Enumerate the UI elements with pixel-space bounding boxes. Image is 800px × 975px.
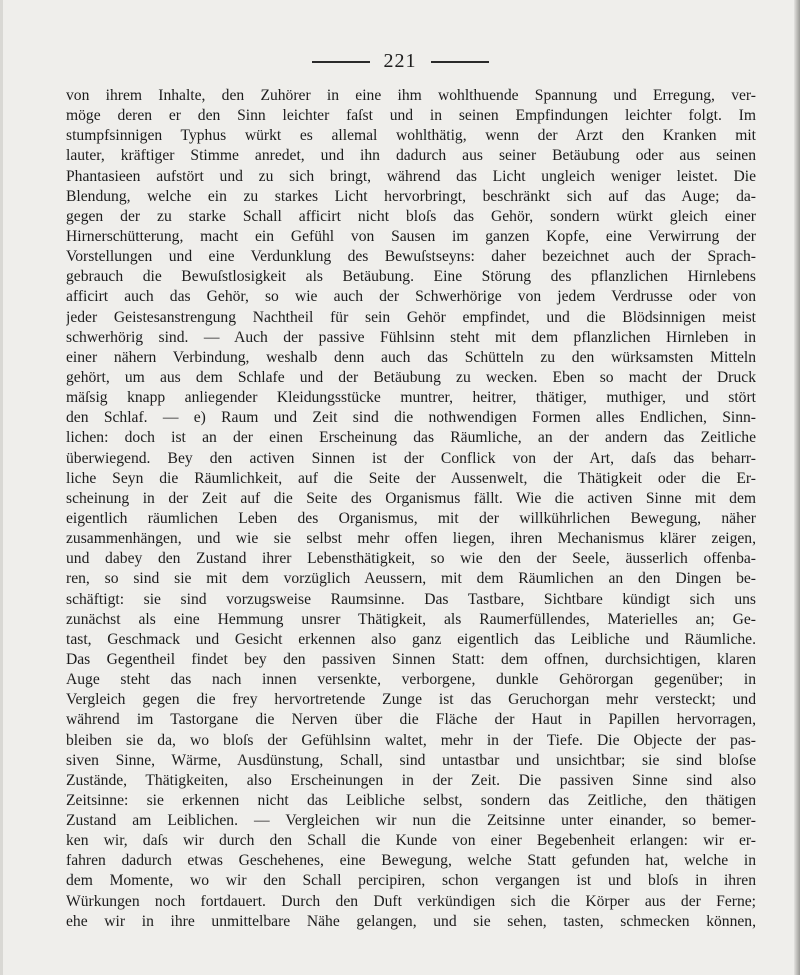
text-line: Vergleich gegen die frey hervortretende Zunge ist das Geruchorgan mehr versteckt; und — [66, 691, 756, 709]
text-line: zunächst als eine Hemmung unsrer Thätigkeit, als Raumerfüllendes, Materielles an; Ge- — [66, 610, 756, 628]
page-left-edge — [0, 0, 3, 975]
text-line: Blendung, welche ein zu starkes Licht hervorbringt, beschränkt sich auf das Auge; da- — [66, 187, 756, 205]
text-line: Würkungen noch fortdauert. Durch den Duft verkündigen sich die Körper aus der Ferne; — [66, 892, 756, 910]
text-line: eigentlich räumlichen Leben des Organismus, mit der willkührlichen Bewegung, näher — [66, 509, 756, 527]
text-line: lauter, kräftiger Stimme anredet, und ihn dadurch aus seiner Betäubung oder aus seinen — [66, 147, 756, 165]
text-line: und dabey den Zustand ihrer Lebensthätigkeit, so wie den der Seele, äusserlich offenba- — [66, 550, 756, 568]
text-line: fahren dadurch etwas Geschehenes, eine Bewegung, welche Statt gefunden hat, welche in — [66, 852, 756, 870]
header-rule-left — [312, 61, 370, 63]
text-line: ehe wir in ihre unmittelbare Nähe gelangen, und sie sehen, tasten, schmecken können, — [66, 912, 756, 930]
text-line: stumpfsinnigen Typhus würkt es allemal wohlthätig, wenn der Arzt den Kranken mit — [66, 127, 756, 145]
page-number: 221 — [383, 50, 417, 72]
text-line: Hirnerschütterung, macht ein Gefühl von Sausen im ganzen Kopfe, eine Verwirrung der — [66, 227, 756, 245]
text-line: gebrauch die Bewuſstlosigkeit als Betäubung. Eine Störung des pflanzlichen Hirnlebens — [66, 268, 756, 286]
text-line: Zeitsinne: sie erkennen nicht das Leibliche selbst, sondern das Zeitliche, den thätigen — [66, 791, 756, 809]
text-line: Phantasieen aufstört und zu sich bringt, während das Licht ungleich weniger leistet. Die — [66, 167, 756, 185]
text-line: schwerhörig sind. — Auch der passive Fühlsinn steht mit dem pflanzlichen Hirnleben in — [66, 328, 756, 346]
page-header — [0, 50, 800, 73]
text-line: mäſsig knapp anliegender Kleidungsstücke muntrer, heitrer, thätiger, muthiger, und stört — [66, 389, 756, 407]
text-line: Zustände, Thätigkeiten, also Erscheinungen in der Zeit. Die passiven Sinne sind also — [66, 771, 756, 789]
header-rule-right — [431, 61, 489, 63]
text-line: lichen: doch ist an der einen Erscheinung das Räumliche, an der andern das Zeitliche — [66, 429, 756, 447]
text-line: überwiegend. Bey den activen Sinnen ist der Conflick von der Art, daſs das beharr- — [66, 449, 756, 467]
text-line: Vorstellungen und eine Verdunklung des Bewuſstseyns: daher bezeichnet auch der Sprach- — [66, 248, 756, 266]
text-line: scheinung in der Zeit auf die Seite des Organismus fällt. Wie die activen Sinne mit dem — [66, 489, 756, 507]
text-line: ren, so sind sie mit dem vorzüglich Aeussern, mit dem Räumlichen an den Dingen be- — [66, 570, 756, 588]
text-line: den Schlaf. — e) Raum und Zeit sind die nothwendigen Formen alles Endlichen, Sinn- — [66, 409, 756, 427]
text-line: dem Momente, wo wir den Schall percipiren, schon vergangen ist und bloſs in ihren — [66, 872, 756, 890]
text-line: gehört, um aus dem Schlafe und der Betäubung zu wecken. Eben so macht der Druck — [66, 368, 756, 386]
text-line: möge deren er den Sinn leichter faſst und in seinen Empfindungen leichter folgt. Im — [66, 107, 756, 125]
text-line: zusammenhängen, und wie sie selbst mehr offen liegen, ihren Mechanismus klärer zeigen, — [66, 530, 756, 548]
text-line: einer nähern Verbindung, weshalb denn auch das Schütteln zu den würksamsten Mitteln — [66, 348, 756, 366]
text-line: von ihrem Inhalte, den Zuhörer in eine ihm wohlthuende Spannung und Erregung, ver- — [66, 87, 756, 104]
text-line: ken wir, daſs wir durch den Schall die Kunde von einer Begebenheit erlangen: wir er- — [66, 832, 756, 850]
text-line: Auge steht das nach innen versenkte, verborgene, dunkle Gehörorgan gegenüber; in — [66, 671, 756, 689]
text-line: während im Tastorgane die Nerven über die Fläche der Haut in Papillen hervorragen, — [66, 711, 756, 729]
text-line: jeder Geistesanstrengung Nachtheil für sein Gehör empfindet, und die Blödsinnigen meist — [66, 308, 756, 326]
page-right-edge — [794, 0, 800, 975]
text-line: afficirt auch das Gehör, so wie auch der Schwerhörige von jedem Verdrusse oder von — [66, 288, 756, 306]
body-text — [66, 86, 756, 932]
text-line: gegen der zu starke Schall afficirt nicht bloſs das Gehör, sondern würkt gleich einer — [66, 207, 756, 225]
text-line: siven Sinne, Wärme, Ausdünstung, Schall, sind untastbar und unsichtbar; sie sind bloſse — [66, 751, 756, 769]
text-line: bleiben sie da, wo bloſs der Gefühlsinn waltet, mehr in der Tiefe. Die Objecte der pas- — [66, 731, 756, 749]
text-line: Das Gegentheil findet bey den passiven Sinnen Statt: dem offnen, durchsichtigen, klaren — [66, 650, 756, 668]
text-line: schäftigt: sie sind vorzugsweise Raumsinne. Das Tastbare, Sichtbare kündigt sich uns — [66, 590, 756, 608]
text-line: Zustand am Leiblichen. — Vergleichen wir nun die Zeitsinne unter einander, so bemer- — [66, 812, 756, 830]
text-line: liche Seyn die Räumlichkeit, auf die Seite der Aussenwelt, die Thätigkeit oder die Er- — [66, 469, 756, 487]
text-line: tast, Geschmack und Gesicht erkennen also ganz eigentlich das Leibliche und Räumliche. — [66, 630, 756, 648]
